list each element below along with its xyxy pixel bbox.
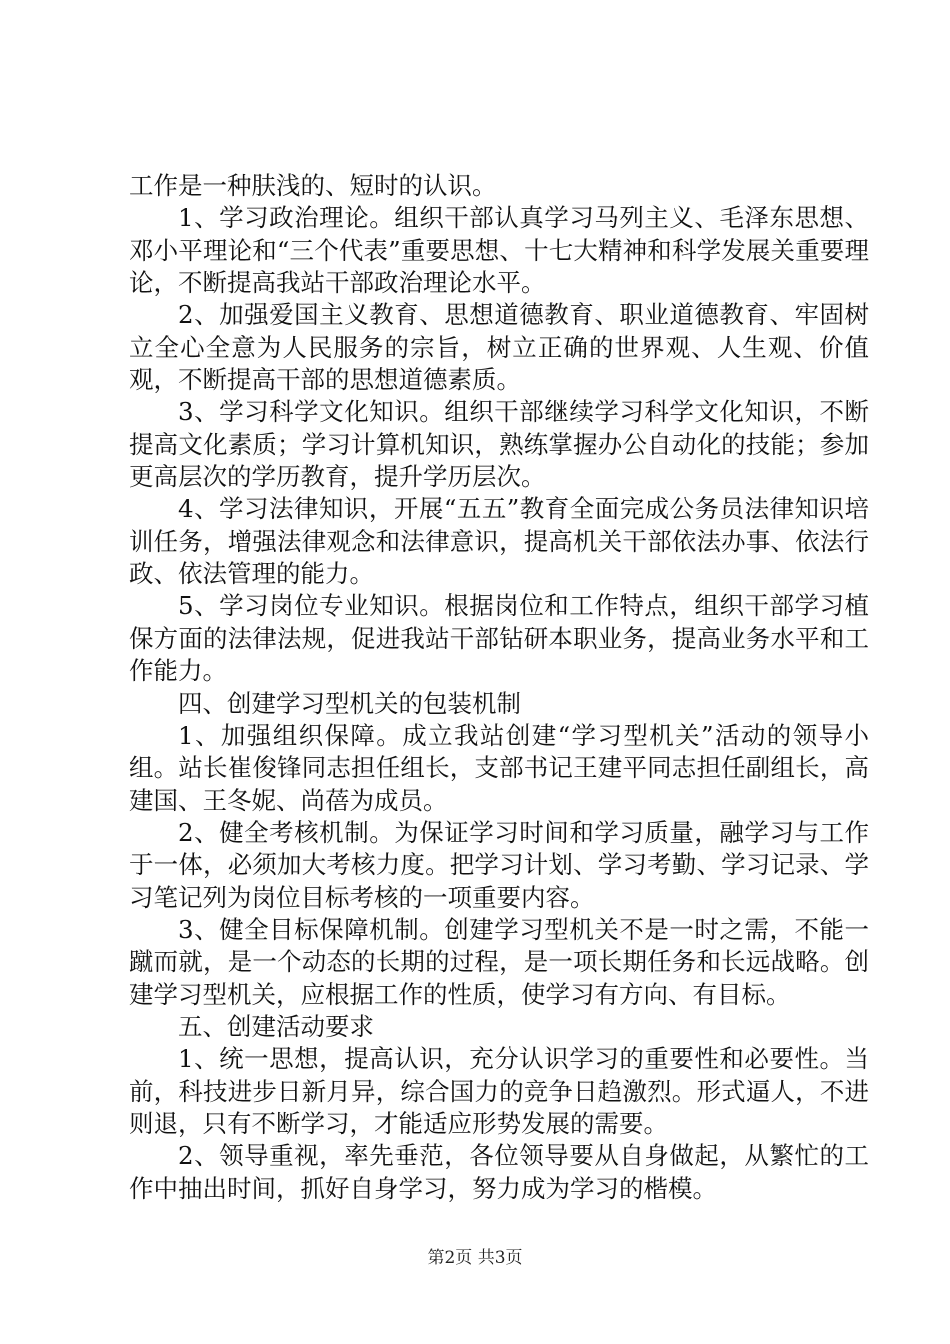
paragraph: 1、加强组织保障。成立我站创建“学习型机关”活动的领导小组。站长崔俊锋同志担任组长，支部书记王建平同志担任副组长，高建国、王冬妮、尚蓓为成员。 bbox=[129, 720, 869, 815]
section-heading: 五、创建活动要求 bbox=[178, 1011, 374, 1041]
paragraph: 2、加强爱国主义教育、思想道德教育、职业道德教育、牢固树立全心全意为人民服务的宗旨，树立正确的世界观、人生观、价值观，不断提高干部的思想道德素质。 bbox=[129, 300, 869, 395]
paragraph: 2、健全考核机制。为保证学习时间和学习质量，融学习与工作于一体，必须加大考核力度。把学习计划、学习考勤、学习记录、学习笔记列为岗位目标考核的一项重要内容。 bbox=[129, 817, 869, 912]
page-number: 第2页 共3页 bbox=[427, 1248, 523, 1268]
document-body bbox=[129, 170, 869, 1205]
paragraph: 3、健全目标保障机制。创建学习型机关不是一时之需，不能一蹴而就，是一个动态的长期的过程，是一项长期任务和长远战略。创建学习型机关，应根据工作的性质，使学习有方向、有目标。 bbox=[129, 914, 869, 1009]
paragraph: 工作是一种肤浅的、短时的认识。 bbox=[129, 171, 497, 200]
paragraph: 4、学习法律知识，开展“五五”教育全面完成公务员法律知识培训任务，增强法律观念和法律意识，提高机关干部依法办事、依法行政、依法管理的能力。 bbox=[129, 494, 869, 589]
paragraph: 1、学习政治理论。组织干部认真学习马列主义、毛泽东思想、邓小平理论和“三个代表”重要思想、十七大精神和科学发展关重要理论，不断提高我站干部政治理论水平。 bbox=[129, 203, 869, 298]
paragraph: 5、学习岗位专业知识。根据岗位和工作特点，组织干部学习植保方面的法律法规，促进我站干部钻研本职业务，提高业务水平和工作能力。 bbox=[129, 591, 869, 686]
paragraph: 2、领导重视，率先垂范，各位领导要从自身做起，从繁忙的工作中抽出时间，抓好自身学习，努力成为学习的楷模。 bbox=[129, 1141, 869, 1203]
paragraph: 1、统一思想，提高认识，充分认识学习的重要性和必要性。当前，科技进步日新月异，综合国力的竞争日趋激烈。形式逼人，不进则退，只有不断学习，才能适应形势发展的需要。 bbox=[129, 1044, 869, 1138]
section-heading: 四、创建学习型机关的包装机制 bbox=[178, 688, 521, 718]
paragraph: 3、学习科学文化知识。组织干部继续学习科学文化知识，不断提高文化素质；学习计算机知识，熟练掌握办公自动化的技能；参加更高层次的学历教育，提升学历层次。 bbox=[129, 397, 869, 492]
